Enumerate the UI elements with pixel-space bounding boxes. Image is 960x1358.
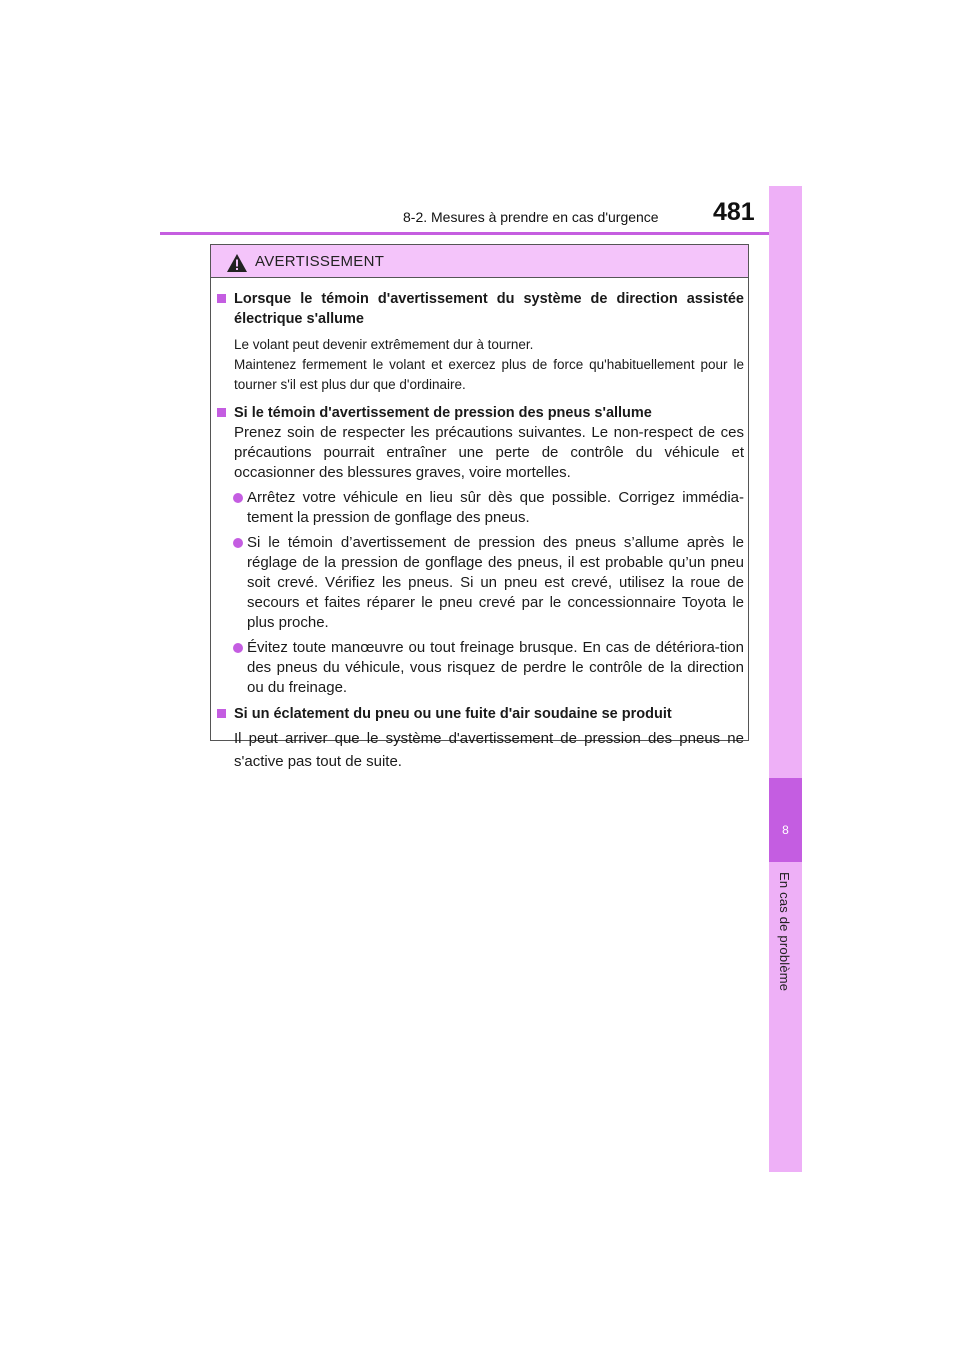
round-bullet-icon (233, 538, 243, 548)
round-bullet-icon (233, 643, 243, 653)
list-item-text: Si le témoin d’avertissement de pression des pneus s’allume après le réglage de la pression de gonflage des pneus, il est probable qu’un pneu soit crevé. Vérifiez les pneus. Si un pneu est crevé, utilisez la roue de secours et faites réparer le pneu crevé par le concessionnaire Toyota le plus proche. (247, 534, 744, 631)
warning-header (211, 245, 748, 278)
warning-title: AVERTISSEMENT (255, 253, 385, 270)
square-bullet-icon (217, 294, 226, 303)
chapter-number: 8 (782, 823, 789, 837)
list-item-text: Arrêtez votre véhicule en lieu sûr dès que possible. Corrigez immédia-tement la pression de gonflage des pneus. (247, 489, 744, 526)
warning-body (217, 289, 744, 773)
section-heading-text: Si un éclatement du pneu ou une fuite d'air soudaine se produit (234, 706, 672, 722)
paragraph: Maintenez fermement le volant et exercez plus de force qu'habituellement pour le tourner s'il est plus dur que d'ordinaire. (234, 357, 744, 392)
round-bullet-icon (233, 493, 243, 503)
chapter-number-box (769, 778, 802, 862)
section-heading (217, 403, 744, 423)
section-heading-text: Lorsque le témoin d'avertissement du système de direction assistée électrique s'allume (234, 291, 744, 327)
warning-box (210, 244, 749, 770)
list-item (217, 533, 744, 633)
header-divider (160, 232, 802, 235)
warning-triangle-icon (226, 253, 248, 273)
chapter-side-tab (769, 186, 802, 1172)
section-title: 8-2. Mesures à prendre en cas d'urgence (403, 209, 659, 225)
paragraph: Le volant peut devenir extrêmement dur à tourner. (234, 337, 534, 352)
square-bullet-icon (217, 709, 226, 718)
section-heading (217, 289, 744, 329)
list-item-text: Évitez toute manœuvre ou tout freinage brusque. En cas de détériora-tion des pneus du véhicule, vous risquez de perdre le contrôle de la direction ou du freinage. (247, 639, 744, 696)
paragraph: Il peut arriver que le système d'avertissement de pression des pneus ne s'active pas tout de suite. (234, 730, 744, 770)
page-number: 481 (713, 198, 755, 226)
square-bullet-icon (217, 408, 226, 417)
section-heading (217, 704, 744, 724)
list-item (217, 638, 744, 698)
paragraph: Prenez soin de respecter les précautions suivantes. Le non-respect de ces précautions pourrait entraîner une perte de contrôle du véhicule et occasionner des blessures graves, voire mortelles. (234, 424, 744, 481)
list-item (217, 488, 744, 528)
section-heading-text: Si le témoin d'avertissement de pression des pneus s'allume (234, 405, 652, 421)
chapter-label: En cas de problème (777, 872, 792, 992)
